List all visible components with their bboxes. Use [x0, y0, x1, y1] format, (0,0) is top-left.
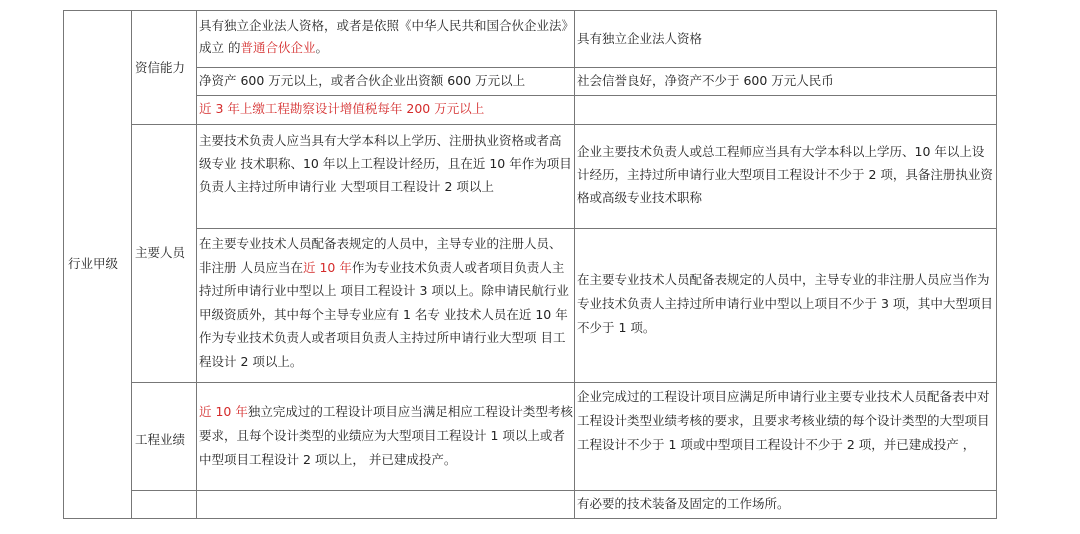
row-label-personnel: 主要人员: [135, 245, 186, 260]
grid-line: [196, 67, 997, 68]
text-span: 。: [315, 40, 329, 55]
grid-line: [63, 10, 997, 11]
grid-line: [131, 124, 997, 125]
left-text: 主要技术负责人应当具有大学本科以上学历、注册执业资格或者高级专业 技术职称、10 年以上工程设计经历，且在近 10 年作为项目负责人主持过所申请行业 大型项目工程设计 2 项以上: [199, 133, 572, 194]
right-cell: [577, 230, 994, 381]
right-cell: [577, 384, 994, 489]
right-cell: [577, 12, 994, 66]
right-cell: [577, 492, 994, 517]
left-cell: [199, 384, 573, 489]
left-cell: [199, 69, 573, 95]
grid-line: [131, 490, 997, 491]
text-span: 具有独立企业法人资格，或者是依照《中华人民共和国合伙企业法》成立 的: [199, 18, 568, 55]
left-cell: [199, 97, 573, 123]
highlight-text: 近 10 年: [199, 404, 248, 419]
grid-line: [131, 10, 132, 518]
row-label-performance: 工程业绩: [135, 432, 186, 447]
grid-line: [131, 382, 997, 383]
left-cell: [199, 126, 573, 227]
row-label-qualification: 资信能力: [135, 60, 186, 75]
grid-line: [196, 10, 197, 518]
highlight-text: 近 10 年: [302, 259, 352, 275]
right-text: 企业主要技术负责人或总工程师应当具有大学本科以上学历、10 年以上设计经历，主持过所申请行业大型项目工程设计不少于 2 项，具备注册执业资格或高级专业技术职称: [577, 144, 993, 205]
left-cell: [199, 230, 573, 381]
right-text: 社会信誉良好，净资产不少于 600 万元人民币: [577, 73, 834, 88]
right-text: 在主要专业技术人员配备表规定的人员中，主导专业的非注册人员应当作为专业技术负责人主持过所申请行业中型以上项目不少于 3 项，其中大型项目不少于 1 项。: [577, 272, 993, 335]
grid-line: [63, 518, 997, 519]
right-cell: [577, 126, 994, 227]
right-text: 有必要的技术装备及固定的工作场所。: [577, 496, 790, 511]
highlight-text: 普通合伙企业: [240, 40, 316, 55]
grid-line: [196, 95, 997, 96]
group-label: 行业甲级: [68, 256, 119, 271]
text-span: 独立完成过的工程设计项目应当满足相应工程设计类型考核要求，且每个设计类型的业绩应为大型项目工程设计 1 项以上或者中型项目工程设计 2 项以上， 并已建成投产。: [199, 404, 573, 467]
grid-line: [574, 10, 575, 518]
right-text: 具有独立企业法人资格: [577, 31, 703, 46]
text-span: 在主要专业技术人员配备表规定的人员中，主导专业的注册人员、非注册 人员应当在: [199, 236, 562, 275]
right-cell: [577, 69, 994, 95]
left-cell: [199, 12, 573, 66]
right-cell: [577, 97, 994, 123]
left-cell: [199, 492, 573, 517]
left-text: 净资产 600 万元以上，或者合伙企业出资额 600 万元以上: [199, 73, 526, 88]
grid-line: [996, 10, 997, 518]
grid-line: [196, 228, 997, 229]
text-span: 作为专业技术负责人或者项目负责人主持过所申请行业中型以上 项目工程设计 3 项以上。除申请民航行业甲级资质外，其中每个主导专业应有 1 名专 业技术人员在近 10 年作为专业技术负责人或者项目负责人主持过所申请行业大型项 目工程设计 2 项以上。: [199, 259, 569, 369]
highlight-text: 近 3 年上缴工程勘察设计增值税每年 200 万元以上: [199, 101, 485, 116]
right-text: 企业完成过的工程设计项目应满足所申请行业主要专业技术人员配备表中对工程设计类型业绩考核的要求，且要求考核业绩的每个设计类型的大型项目工程设计不少于 1 项或中型项目工程设计不少于 2 项，并已建成投产 ，: [577, 389, 990, 452]
grid-line: [63, 10, 64, 518]
